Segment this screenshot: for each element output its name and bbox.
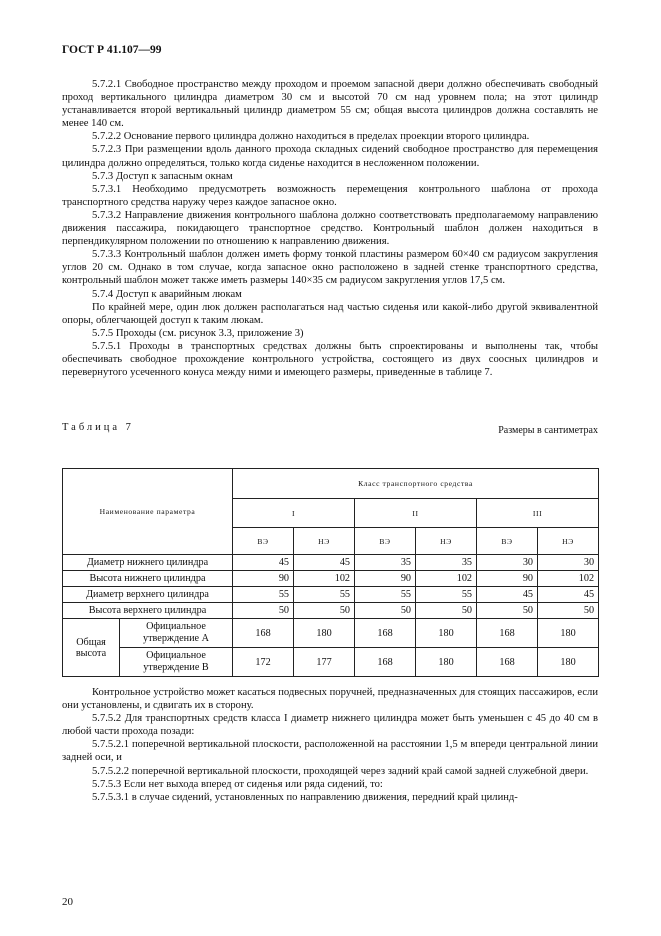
table-row [63,619,599,648]
row-group-name: Общая высота [63,619,120,677]
cell: 50 [538,603,599,619]
paragraph: 5.7.3.3 Контрольный шаблон должен иметь форму тонкой пластины размером 60×40 см радиусом закругления углов 20 см. Однако в том случае, когда запасное окно расположено в задней стенке транспортного средства, контрольный шаблон может также иметь размеры 140×35 см радиусом закругления углов 17,5 см. [62,249,598,287]
sub-header: НЭ [538,528,599,555]
section-heading: 5.7.4 Доступ к аварийным люкам [92,288,242,300]
paragraph: 5.7.2.2 Основание первого цилиндра должно находиться в пределах проекции второго цилиндра. [92,131,530,143]
paragraph: 5.7.5.2 Для транспортных средств класса I диаметр нижнего цилиндра может быть уменьшен с 45 до 40 см в любой части прохода позади: [62,713,598,738]
paragraph: По крайней мере, один люк должен располагаться над частью сиденья или какой-либо другой эквивалентной опоры, облегчающей доступ к таким люкам. [62,301,598,326]
row-name: Высота нижнего цилиндра [63,571,233,587]
cell: 30 [477,555,538,571]
cell: 50 [294,603,355,619]
cell: 90 [233,571,294,587]
cell: 30 [538,555,599,571]
table-row [63,555,599,571]
cell: 55 [294,587,355,603]
cell: 45 [233,555,294,571]
row-name: Диаметр нижнего цилиндра [63,555,233,571]
paragraph: Контрольное устройство может касаться подвесных поручней, предназначенных для стоящих пассажиров, если они установлены, и сдвигать их в сторону. [62,687,598,712]
page-number: 20 [62,896,73,908]
cell: 55 [416,587,477,603]
cell: 102 [416,571,477,587]
section-heading: 5.7.3 Доступ к запасным окнам [92,170,233,182]
table-row [63,648,599,677]
cell: 172 [233,648,294,677]
cell: 50 [477,603,538,619]
cell: 180 [416,648,477,677]
text-block-bottom [62,686,598,804]
cell: 90 [477,571,538,587]
parameters-table [62,468,599,677]
cell: 168 [355,619,416,648]
cell: 180 [538,619,599,648]
sub-header: ВЭ [355,528,416,555]
row-subname: Официальное утверждение А [120,619,233,648]
sub-header: НЭ [416,528,477,555]
cell: 168 [477,648,538,677]
paragraph: 5.7.5.3.1 в случае сидений, установленных по направлению движения, передний край цилинд- [92,791,518,803]
table-row [63,603,599,619]
row-name: Высота верхнего цилиндра [63,603,233,619]
param-header: Наименование параметра [63,469,233,555]
table-units: Размеры в сантиметрах [498,425,598,436]
sub-header: НЭ [294,528,355,555]
class-label: III [477,499,599,528]
sub-header: ВЭ [233,528,294,555]
document-code: ГОСТ Р 41.107—99 [62,44,162,56]
table-row [63,587,599,603]
row-subname: Официальное утверждение В [120,648,233,677]
cell: 102 [294,571,355,587]
paragraph: 5.7.3.1 Необходимо предусмотреть возможность перемещения контрольного шаблона от прохода транспортного средства наружу через каждое запасное окно. [62,183,598,208]
cell: 168 [233,619,294,648]
sub-header: ВЭ [477,528,538,555]
cell: 90 [355,571,416,587]
paragraph: 5.7.2.3 При размещении вдоль данного прохода складных сидений свободное пространство для перемещения цилиндра должно определяться, только когда сиденье находится в несложенном положении. [62,144,598,169]
section-heading: 5.7.5 Проходы (см. рисунок 3.3, приложение 3) [92,327,304,339]
paragraph: 5.7.5.1 Проходы в транспортных средствах должны быть спроектированы и выполнены так, чтобы обеспечивать свободное прохождение контрольного устройства, состоящего из двух соосных цилиндров и перевернутого усеченного конуса между ними и имеющего размеры, приведенные в таблице 7. [62,340,598,379]
paragraph: 5.7.2.1 Свободное пространство между проходом и проемом запасной двери должно обеспечивать свободный проход вертикального цилиндра диаметром 30 см и высотой 70 см над уровнем пола; на этот цилиндр устанавливается второй вертикальный цилиндр диаметром 55 см; общая высота цилиндров должна составлять не менее 140 см. [62,79,598,130]
table-row [63,571,599,587]
cell: 180 [416,619,477,648]
cell: 55 [355,587,416,603]
table-caption-row [62,422,598,436]
cell: 180 [294,619,355,648]
table-caption: Таблица 7 [62,422,134,433]
class-header: Класс транспортного средства [233,469,599,499]
cell: 102 [538,571,599,587]
cell: 177 [294,648,355,677]
cell: 50 [355,603,416,619]
cell: 45 [538,587,599,603]
paragraph: 5.7.3.2 Направление движения контрольного шаблона должно соответствовать предполагаемому направлению движения пассажира, покидающего транспортное средство. Контрольный шаблон должен находиться в перпендикулярном положении по отношению к направлению движения. [62,209,598,248]
cell: 180 [538,648,599,677]
cell: 35 [355,555,416,571]
cell: 45 [294,555,355,571]
cell: 168 [477,619,538,648]
class-label: I [233,499,355,528]
cell: 35 [416,555,477,571]
cell: 50 [233,603,294,619]
paragraph: 5.7.5.2.2 поперечной вертикальной плоскости, проходящей через задний край самой задней служебной двери. [92,765,589,777]
class-label: II [355,499,477,528]
cell: 55 [233,587,294,603]
text-block-top [62,78,598,379]
paragraph: 5.7.5.2.1 поперечной вертикальной плоскости, расположенной на расстоянии 1,5 м впереди центральной линии задней оси, и [62,739,598,764]
paragraph: 5.7.5.3 Если нет выхода вперед от сиденья или ряда сидений, то: [92,778,383,790]
cell: 50 [416,603,477,619]
row-name: Диаметр верхнего цилиндра [63,587,233,603]
cell: 45 [477,587,538,603]
cell: 168 [355,648,416,677]
